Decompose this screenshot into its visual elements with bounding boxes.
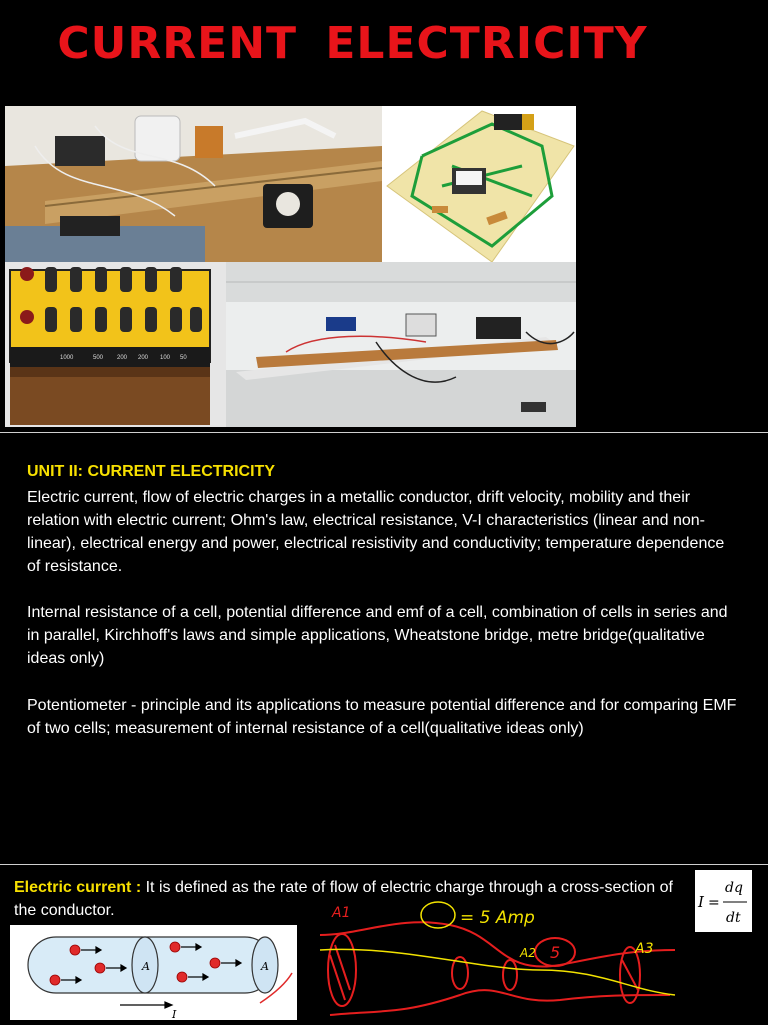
formula-equals: =	[708, 895, 720, 911]
resistance-label: 1000	[60, 355, 74, 361]
definition-label: Electric current :	[14, 879, 142, 896]
formula-denominator: dt	[726, 910, 741, 926]
annotation-five: 5	[550, 943, 561, 962]
area-label: A	[261, 960, 269, 973]
formula-lhs: I	[698, 893, 704, 911]
resistance-label: 200	[117, 355, 128, 361]
annotation-a1: A1	[332, 905, 351, 921]
annotation-a3: A3	[635, 941, 654, 957]
handwritten-annotation	[300, 895, 768, 1024]
resistance-label: 50	[180, 355, 187, 361]
section-divider	[0, 432, 768, 433]
resistance-box-photo	[5, 262, 226, 427]
current-label: I	[172, 1008, 177, 1020]
lab-bench-photo	[5, 106, 382, 262]
section-divider	[0, 864, 768, 865]
unit-paragraph-2: Internal resistance of a cell, potential difference and emf of a cell, combination of cells in series and in parallel, Kirchhoff's laws and simple applications, Wheatstone bridge, metre bridge(qualitative ideas only)	[27, 604, 728, 667]
definition-body: It is defined as the rate of flow of electric charge through a cross-section of the conductor.	[14, 879, 673, 919]
resistance-label: 500	[93, 355, 104, 361]
formula-numerator: dq	[725, 880, 743, 896]
wheatstone-bridge-photo	[382, 106, 576, 262]
conductor-tube-diagram	[10, 925, 297, 1020]
unit-paragraph-3: Potentiometer - principle and its applications to measure potential difference and for comparing EMF of two cells; measurement of internal resistance of a cell(qualitative ideas only)	[27, 697, 737, 737]
annotation-current-value: = 5 Amp	[460, 908, 535, 928]
resistance-label: 100	[160, 355, 171, 361]
meter-bridge-lab-photo	[226, 262, 576, 427]
annotation-a2: A2	[520, 946, 536, 960]
unit-paragraph-1: Electric current, flow of electric charges in a metallic conductor, drift velocity, mobility and their relation with electric current; Ohm's law, electrical resistance, V-I characteristics (linear and non-linear), electrical energy and power, electrical resistivity and conductivity; temperature dependence of resistance.	[27, 489, 725, 575]
page-title: CURRENT ELECTRICITY	[57, 18, 648, 69]
resistance-label: 200	[138, 355, 149, 361]
area-label: A	[142, 960, 150, 973]
unit-heading: UNIT II: CURRENT ELECTRICITY	[27, 463, 275, 480]
